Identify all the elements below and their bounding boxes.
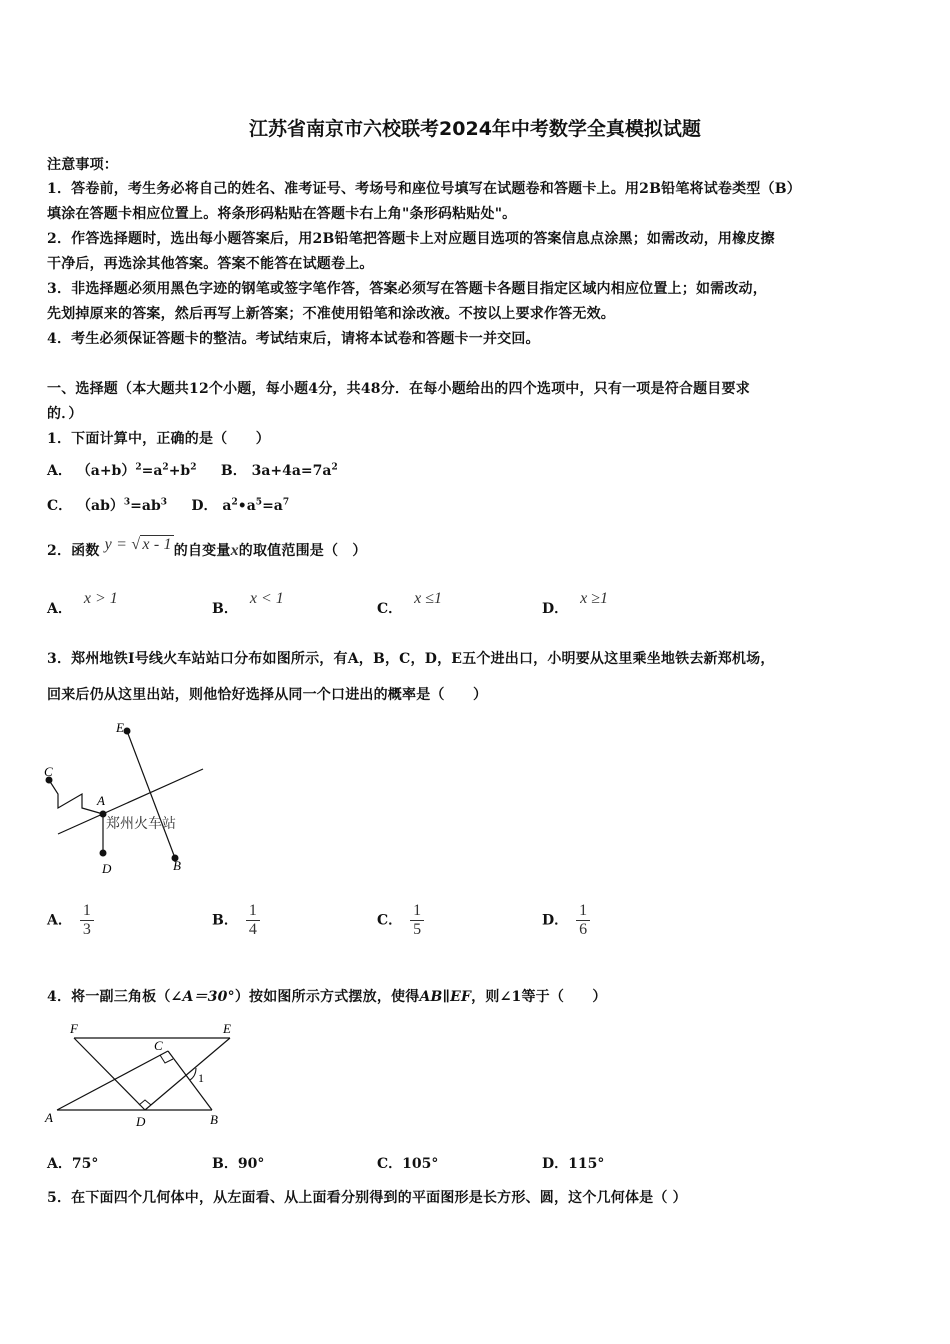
line-fd (74, 1038, 145, 1110)
q3-option-c (377, 902, 424, 939)
q1-option-row-2 (47, 495, 289, 515)
q2-option-b-label: B． (212, 601, 238, 617)
question-1-stem: 1．下面计算中，正确的是（ ） (47, 431, 270, 447)
q1-option-a: $(a+b)^2=a^2+b^2$ (76, 462, 197, 479)
q2-stem-end: 的取值范围是（ ） (238, 543, 367, 559)
q2-option-b (212, 590, 284, 618)
q3-option-a (47, 902, 94, 939)
notice-heading: 注意事项： (47, 157, 118, 173)
q4-option-b (212, 1153, 264, 1173)
q2-variable: x (230, 542, 239, 559)
q4-option-d (542, 1153, 604, 1173)
q1-option-a-label: A． (47, 463, 72, 479)
q4-option-a-value: 75° (71, 1156, 99, 1172)
numerator: 1 (576, 902, 590, 921)
q2-function (105, 536, 174, 553)
q2-option-d-label: D． (542, 601, 569, 617)
label-d: D (136, 1114, 146, 1129)
notice-line: 1．答卷前，考生务必将自己的姓名、准考证号、考场号和座位号填写在试题卷和答题卡上。用2B铅笔将试卷类型（B） (47, 181, 801, 197)
q4-stem-angle: ∠A＝30° (170, 989, 235, 1005)
label-f: F (70, 1021, 78, 1036)
q3-option-d-label: D． (542, 912, 569, 929)
notice-line: 2．作答选择题时，选出每小题答案后，用2B铅笔把答题卡上对应题目选项的答案信息点涂黑；如需改动，用橡皮擦 (47, 231, 775, 247)
q4-option-b-value: 90° (237, 1156, 265, 1172)
section-heading-cont: 的．） (47, 406, 83, 422)
q2-option-d (542, 590, 609, 618)
q2-option-b-expr: x < 1 (249, 590, 284, 607)
q4-option-b-label: B． (212, 1156, 238, 1172)
q4-option-c-label: C． (377, 1156, 403, 1172)
q3-option-b (212, 902, 260, 939)
page-title: 江苏省南京市六校联考2024年中考数学全真模拟试题 (249, 118, 701, 140)
label-d: D (102, 861, 112, 876)
denominator: 4 (248, 921, 257, 938)
label-a: A (45, 1110, 53, 1125)
label-c: C (44, 764, 53, 779)
q1-option-d: $a^2•a^5=a^7$ (222, 497, 290, 514)
q1-option-d-label: D． (191, 498, 218, 514)
q3-option-d-fraction (576, 902, 590, 939)
q4-option-d-label: D． (542, 1156, 569, 1172)
question-2-stem (47, 536, 367, 560)
label-station: 郑州火车站 (106, 817, 176, 832)
q2-option-c-label: C． (377, 601, 403, 617)
numerator: 1 (410, 902, 424, 921)
q3-option-a-fraction (80, 902, 94, 939)
denominator: 3 (82, 921, 91, 938)
q4-stem-part-c: ，则 (471, 989, 500, 1005)
q4-option-a (47, 1153, 98, 1173)
q4-option-c-value: 105° (402, 1156, 439, 1172)
question-3-line2: 回来后仍从这里出站，则他恰好选择从同一个口进出的概率是（ ） (47, 687, 488, 703)
label-e: E (116, 720, 124, 735)
label-e: E (223, 1021, 231, 1036)
notice-line: 4．考生必须保证答题卡的整洁。考试结束后，请将本试卷和答题卡一并交回。 (47, 331, 540, 347)
q3-option-d (542, 902, 590, 939)
q2-function-lhs: y = (104, 536, 128, 553)
label-b: B (210, 1112, 218, 1127)
numerator: 1 (246, 902, 260, 921)
q3-option-a-label: A． (47, 912, 72, 929)
q2-option-a-expr: x > 1 (83, 590, 118, 607)
point-d (100, 850, 107, 857)
q4-option-a-label: A． (47, 1156, 72, 1172)
q2-function-radicand: x - 1 (142, 536, 172, 553)
right-angle-d-icon (139, 1100, 151, 1105)
right-angle-c-icon (160, 1055, 173, 1063)
q1-option-c: $(ab)^3=ab^3$ (77, 497, 168, 514)
station-figure (44, 718, 210, 880)
question-4-stem (47, 986, 607, 1006)
q4-option-c (377, 1153, 438, 1173)
notice-line: 干净后，再选涂其他答案。答案不能答在试题卷上。 (47, 256, 374, 272)
q2-stem-prefix: 2．函数 (47, 543, 100, 559)
label-a: A (97, 793, 105, 808)
numerator: 1 (80, 902, 94, 921)
q3-option-b-fraction (246, 902, 260, 939)
question-3-line1: 3．郑州地铁Ⅰ号线火车站站口分布如图所示，有A，B，C，D，E五个进出口，小明要从这里乘坐地铁去新郑机场， (47, 651, 775, 667)
notice-line: 填涂在答题卡相应位置上。将条形码粘贴在答题卡右上角"条形码粘贴处"。 (47, 206, 517, 222)
label-b: B (173, 858, 181, 873)
q3-option-c-label: C． (377, 912, 403, 929)
notice-line: 3．非选择题必须用黑色字迹的钢笔或签字笔作答，答案必须写在答题卡各题目指定区域内相应位置上；如需改动， (47, 281, 767, 297)
q1-option-row-1 (47, 460, 338, 480)
q3-option-b-label: B． (212, 912, 238, 929)
q4-stem-part-d: 等于（ ） (521, 989, 607, 1005)
q1-option-b-label: B． (220, 463, 247, 479)
denominator: 5 (413, 921, 422, 938)
q2-option-c-expr: x ≤1 (414, 590, 443, 607)
q4-stem-part-b: ）按如图所示方式摆放，使得 (234, 989, 420, 1005)
q4-stem-parallel: AB∥EF (419, 989, 472, 1005)
label-c: C (154, 1038, 163, 1053)
q1-option-b: $3a+4a=7a^2$ (251, 462, 338, 479)
denominator: 6 (579, 921, 588, 938)
label-angle-1: 1 (198, 1071, 204, 1085)
figure-background (44, 718, 210, 880)
q2-option-d-expr: x ≥1 (580, 590, 609, 607)
q1-option-c-label: C． (47, 498, 73, 514)
line-cb (168, 1051, 212, 1110)
q4-option-d-value: 115° (568, 1156, 605, 1172)
q4-stem-angle1: ∠1 (499, 989, 522, 1005)
triangle-figure (40, 1018, 240, 1132)
q2-option-a-label: A． (47, 601, 72, 617)
q3-option-c-fraction (410, 902, 424, 939)
point-e (124, 728, 131, 735)
notice-line: 先划掉原来的答案，然后再写上新答案；不准使用铅笔和涂改液。不按以上要求作答无效。 (47, 306, 615, 322)
q2-stem-suffix: 的自变量 (173, 543, 231, 559)
sqrt-icon: √ (131, 536, 141, 553)
q4-stem-part-a: 4．将一副三角板（ (47, 989, 171, 1005)
question-5-stem: 5．在下面四个几何体中，从左面看、从上面看分别得到的平面图形是长方形、圆，这个几何体是（ ） (47, 1190, 687, 1206)
q2-option-a (47, 590, 118, 618)
line-ac (57, 1051, 168, 1110)
q2-option-c (377, 590, 443, 618)
section-heading: 一、选择题（本大题共12个小题，每小题4分，共48分．在每小题给出的四个选项中，只有一项是符合题目要求 (47, 381, 750, 397)
